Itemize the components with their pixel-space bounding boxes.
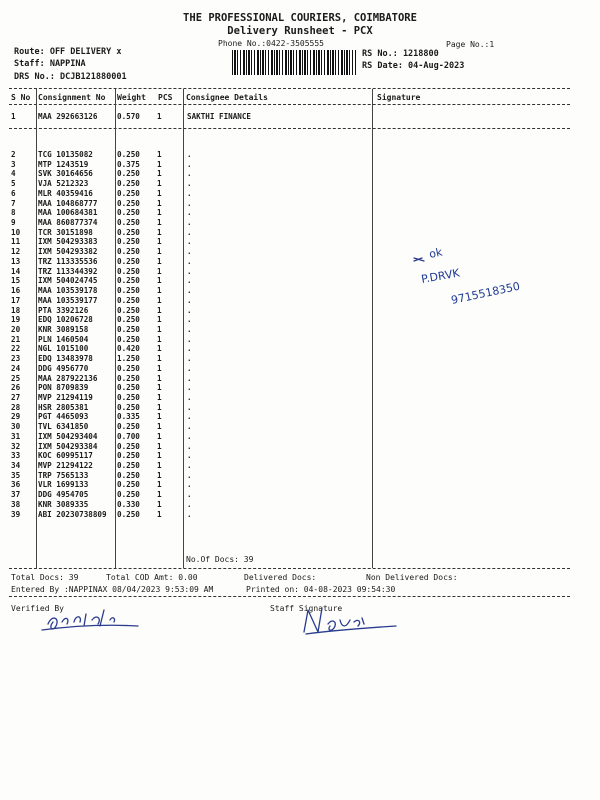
row-sno: 26: [11, 383, 21, 393]
row-pcs: 1: [157, 315, 162, 325]
barcode: [232, 50, 356, 75]
row-details: .: [187, 198, 192, 208]
row-pcs: 1: [157, 373, 162, 383]
row-weight: 0.250: [117, 470, 140, 480]
row-pcs: 1: [157, 499, 162, 509]
row-pcs: 1: [157, 198, 162, 208]
row-details: .: [187, 490, 192, 500]
printed-on: Printed on: 04-08-2023 09:54:30: [246, 585, 396, 594]
row-details: .: [187, 480, 192, 490]
row-consignment: EDQ 13483978: [38, 354, 93, 364]
row-details: .: [187, 266, 192, 276]
row-details: .: [187, 383, 192, 393]
row-consignment: TVL 6341850: [38, 422, 89, 432]
row-weight: 0.250: [117, 179, 140, 189]
row-consignment: MAA 860877374: [38, 218, 98, 228]
column-divider: [36, 89, 37, 568]
row-sno: 10: [11, 227, 21, 237]
row-weight: 0.250: [117, 188, 140, 198]
row-pcs: 1: [157, 402, 162, 412]
row-consignment: ABI 20230738809: [38, 509, 107, 519]
row-details: .: [187, 441, 192, 451]
row-weight: 0.250: [117, 286, 140, 296]
company-name: THE PROFESSIONAL COURIERS, COIMBATORE: [183, 12, 417, 24]
row-consignment: IXM 504293382: [38, 247, 98, 257]
row-sno: 14: [11, 266, 21, 276]
row-consignment: MLR 40359416: [38, 188, 93, 198]
row-pcs: 1: [157, 441, 162, 451]
row-details: .: [187, 324, 192, 334]
route-label: Route: OFF DELIVERY x: [14, 47, 122, 57]
handwritten-scribble: [414, 258, 424, 261]
row-pcs: 1: [157, 480, 162, 490]
row-consignment: PON 8709839: [38, 383, 89, 393]
row-consignment: IXM 504293404: [38, 431, 98, 441]
row-sno: 21: [11, 334, 21, 344]
staff-label: Staff: NAPPINA: [14, 59, 86, 69]
row-details: .: [187, 363, 192, 373]
row-consignment: VJA 5212323: [38, 179, 89, 189]
row-consignment: SVK 30164656: [38, 169, 93, 179]
row-weight: 0.420: [117, 344, 140, 354]
staff-signature: [296, 602, 406, 640]
rs-date: RS Date: 04-Aug-2023: [362, 61, 465, 71]
row-weight: 0.250: [117, 315, 140, 325]
row-weight: 0.250: [117, 237, 140, 247]
row-consignment: TCG 10135082: [38, 150, 93, 159]
row-details: .: [187, 499, 192, 509]
row-details: .: [187, 451, 192, 461]
row-weight: 0.250: [117, 218, 140, 228]
row-weight: 0.250: [117, 373, 140, 383]
table-top-rule: [9, 88, 570, 89]
handwritten-name: P.DRVK: [420, 266, 461, 286]
row-details: .: [187, 470, 192, 480]
first-row-rule: [9, 128, 570, 129]
row-details: .: [187, 402, 192, 412]
row-details: .: [187, 412, 192, 422]
row-weight: 0.250: [117, 402, 140, 412]
entered-by: Entered By :NAPPINAX 08/04/2023 9:53:09 AM: [11, 585, 214, 594]
row-sno: 39: [11, 509, 21, 519]
row-details: .: [187, 169, 192, 179]
row-details: .: [187, 286, 192, 296]
verified-by-label: Verified By: [11, 604, 64, 613]
rs-number: RS No.: 1218800: [362, 49, 439, 59]
row-pcs: 1: [157, 305, 162, 315]
staff-signature-label: Staff Signature: [270, 604, 343, 613]
row-sno: 6: [11, 188, 16, 198]
row-consignment: TCR 30151898: [38, 227, 93, 237]
row-consignment: IXM 504293384: [38, 441, 98, 451]
row-consignment: TRZ 113335536: [38, 256, 98, 266]
row-pcs: 1: [157, 509, 162, 519]
row-pcs: 1: [157, 461, 162, 471]
row-consignment: PLN 1460504: [38, 334, 89, 344]
row-weight: 0.250: [117, 461, 140, 471]
row-sno: 29: [11, 412, 21, 422]
row-sno: 8: [11, 208, 16, 218]
row-pcs: 1: [157, 159, 162, 169]
row-details: .: [187, 344, 192, 354]
row-details: .: [187, 208, 192, 218]
row-pcs: 1: [157, 354, 162, 364]
row-consignment: MAA 292663126: [38, 112, 98, 121]
row-consignment: MAA 103539178: [38, 286, 98, 296]
row-sno: 9: [11, 218, 16, 228]
row-weight: 0.375: [117, 159, 140, 169]
header-bottom-rule: [9, 104, 570, 105]
row-pcs: 1: [157, 266, 162, 276]
row-details: .: [187, 237, 192, 247]
row-sno: 12: [11, 247, 21, 257]
row-sno: 18: [11, 305, 21, 315]
row-consignment: MVP 21294122: [38, 461, 93, 471]
total-docs: Total Docs: 39: [11, 573, 79, 582]
non-delivered-docs: Non Delivered Docs:: [366, 573, 458, 582]
row-details: .: [187, 227, 192, 237]
row-sno: 32: [11, 441, 21, 451]
row-sno: 37: [11, 490, 21, 500]
row-pcs: 1: [157, 422, 162, 432]
row-sno: 27: [11, 393, 21, 402]
row-weight: 0.250: [117, 276, 140, 286]
row-consignment: KOC 60995117: [38, 451, 93, 461]
row-pcs: 1: [157, 451, 162, 461]
row-pcs: 1: [157, 383, 162, 393]
row-consignment: KNR 3089335: [38, 499, 89, 509]
row-sno: 20: [11, 324, 21, 334]
row-pcs: 1: [157, 412, 162, 422]
row-consignment: NGL 1015100: [38, 344, 89, 354]
row-details: .: [187, 218, 192, 228]
row-weight: 0.250: [117, 363, 140, 373]
row-consignment: MAA 104868777: [38, 198, 98, 208]
row-weight: 0.250: [117, 227, 140, 237]
row-pcs: 1: [157, 393, 162, 402]
row-weight: 0.250: [117, 441, 140, 451]
row-pcs: 1: [157, 286, 162, 296]
row-consignment: MAA 103539177: [38, 295, 98, 305]
col-consignment: Consignment No: [38, 93, 106, 102]
row-pcs: 1: [157, 295, 162, 305]
row-sno: 22: [11, 344, 21, 354]
row-consignment: MAA 287922136: [38, 373, 98, 383]
row-pcs: 1: [157, 490, 162, 500]
row-consignment: VLR 1699133: [38, 480, 89, 490]
row-sno: 15: [11, 276, 21, 286]
row-weight: 0.335: [117, 412, 140, 422]
row-sno: 34: [11, 461, 21, 471]
row-weight: 0.250: [117, 208, 140, 218]
row-pcs: 1: [157, 150, 162, 159]
row-consignment: TRP 7565133: [38, 470, 89, 480]
row-weight: 0.250: [117, 150, 140, 159]
row-pcs: 1: [157, 334, 162, 344]
row-details: .: [187, 247, 192, 257]
row-details: .: [187, 354, 192, 364]
row-consignment: DDG 4954705: [38, 490, 89, 500]
row-sno: 38: [11, 499, 21, 509]
row-sno: 24: [11, 363, 21, 373]
row-details: .: [187, 461, 192, 471]
row-pcs: 1: [157, 112, 162, 121]
handwritten-note: [400, 238, 550, 308]
row-weight: 0.250: [117, 480, 140, 490]
row-consignment: HSR 2805381: [38, 402, 89, 412]
row-pcs: 1: [157, 247, 162, 257]
row-sno: 17: [11, 295, 21, 305]
row-weight: 0.250: [117, 247, 140, 257]
row-sno: 31: [11, 431, 21, 441]
row-details: .: [187, 393, 192, 402]
row-consignment: IXM 504024745: [38, 276, 98, 286]
row-consignment: EDQ 10206728: [38, 315, 93, 325]
row-weight: 0.250: [117, 383, 140, 393]
row-weight: 0.250: [117, 422, 140, 432]
row-details: .: [187, 373, 192, 383]
row-sno: 23: [11, 354, 21, 364]
row-details: .: [187, 295, 192, 305]
row-pcs: 1: [157, 179, 162, 189]
row-sno: 33: [11, 451, 21, 461]
row-pcs: 1: [157, 169, 162, 179]
row-details: .: [187, 305, 192, 315]
row-pcs: 1: [157, 227, 162, 237]
row-sno: 11: [11, 237, 21, 247]
total-cod: Total COD Amt: 0.00: [106, 573, 198, 582]
row-details: .: [187, 150, 192, 159]
row-consignment: PTA 3392126: [38, 305, 89, 315]
col-signature: Signature: [377, 93, 421, 102]
row-details: .: [187, 509, 192, 519]
column-divider: [372, 89, 373, 568]
row-consignment: MAA 100684381: [38, 208, 98, 218]
row-sno: 30: [11, 422, 21, 432]
row-pcs: 1: [157, 431, 162, 441]
row-consignment: TRZ 113344392: [38, 266, 98, 276]
document-title: Delivery Runsheet - PCX: [227, 25, 373, 37]
row-weight: 0.250: [117, 334, 140, 344]
row-details: .: [187, 334, 192, 344]
row-weight: 1.250: [117, 354, 140, 364]
row-details: .: [187, 431, 192, 441]
row-pcs: 1: [157, 218, 162, 228]
phone-number: Phone No.:0422-3505555: [218, 39, 324, 48]
verifier-signature: [40, 600, 150, 640]
row-consignment: MVP 21294119: [38, 393, 93, 402]
row-weight: 0.250: [117, 451, 140, 461]
footer-rule: [9, 596, 570, 597]
row-sno: 3: [11, 159, 16, 169]
row-sno: 25: [11, 373, 21, 383]
row-sno: 13: [11, 256, 21, 266]
row-weight: 0.570: [117, 112, 140, 121]
row-details: .: [187, 256, 192, 266]
row-details: .: [187, 159, 192, 169]
row-sno: 7: [11, 198, 16, 208]
row-sno: 19: [11, 315, 21, 325]
row-weight: 0.250: [117, 324, 140, 334]
table-bottom-rule: [9, 568, 570, 569]
row-sno: 35: [11, 470, 21, 480]
col-pcs: PCS: [158, 93, 173, 102]
row-sno: 4: [11, 169, 16, 179]
row-consignment: KNR 3089158: [38, 324, 89, 334]
row-weight: 0.250: [117, 305, 140, 315]
row-pcs: 1: [157, 324, 162, 334]
page-number: Page No.:1: [446, 40, 495, 49]
no-of-docs: No.Of Docs: 39: [186, 555, 254, 564]
row-weight: 0.250: [117, 169, 140, 179]
column-divider: [183, 89, 184, 568]
row-weight: 0.250: [117, 266, 140, 276]
col-details: Consignee Details: [186, 93, 268, 102]
row-pcs: 1: [157, 208, 162, 218]
column-divider: [115, 89, 116, 568]
row-pcs: 1: [157, 256, 162, 266]
row-consignment: IXM 504293383: [38, 237, 98, 247]
staff-signature-stroke: [304, 608, 396, 634]
row-sno: 28: [11, 402, 21, 412]
handwritten-phone: 9715518350: [449, 279, 522, 307]
row-details: .: [187, 315, 192, 325]
row-pcs: 1: [157, 237, 162, 247]
row-weight: 0.250: [117, 509, 140, 519]
row-sno: 36: [11, 480, 21, 490]
row-pcs: 1: [157, 188, 162, 198]
row-details: .: [187, 422, 192, 432]
row-sno: 1: [11, 112, 16, 121]
row-weight: 0.250: [117, 256, 140, 266]
row-details: .: [187, 276, 192, 286]
row-consignment: DDG 4956770: [38, 363, 89, 373]
row-weight: 0.250: [117, 490, 140, 500]
row-pcs: 1: [157, 276, 162, 286]
row-details: .: [187, 179, 192, 189]
row-pcs: 1: [157, 363, 162, 373]
row-weight: 0.330: [117, 499, 140, 509]
row-consignment: MTP 1243519: [38, 159, 89, 169]
delivered-docs: Delivered Docs:: [244, 573, 317, 582]
handwritten-ok: ok: [427, 245, 444, 261]
verifier-signature-stroke: [42, 610, 138, 630]
row-sno: 2: [11, 150, 16, 159]
col-weight: Weight: [117, 93, 146, 102]
row-weight: 0.250: [117, 198, 140, 208]
row-pcs: 1: [157, 344, 162, 354]
col-sno: S No: [11, 93, 31, 102]
drs-number: DRS No.: DCJB121880001: [14, 72, 127, 82]
row-details: .: [187, 188, 192, 198]
row-weight: 0.250: [117, 393, 140, 402]
row-sno: 16: [11, 286, 21, 296]
row-details: SAKTHI FINANCE: [187, 112, 252, 121]
row-pcs: 1: [157, 470, 162, 480]
row-weight: 0.700: [117, 431, 140, 441]
row-consignment: PGT 4465093: [38, 412, 89, 422]
row-weight: 0.250: [117, 295, 140, 305]
row-sno: 5: [11, 179, 16, 189]
